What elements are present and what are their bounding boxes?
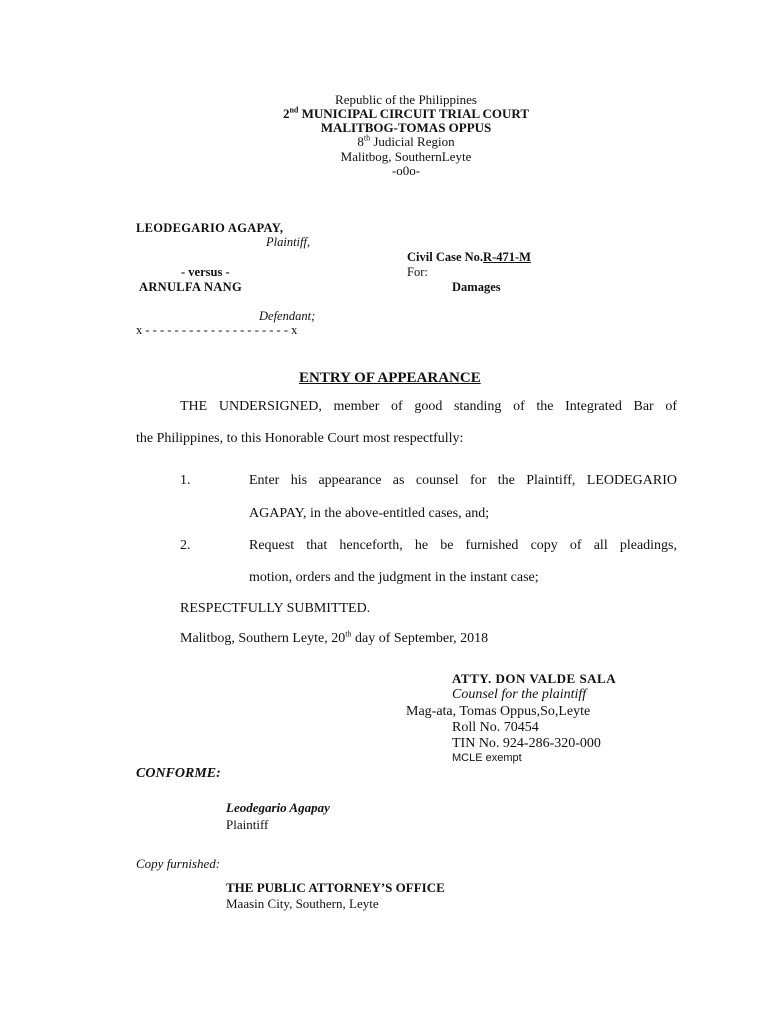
signatory-name: ATTY. DON VALDE SALA xyxy=(452,671,617,686)
plaintiff-role: Plaintiff, xyxy=(266,235,311,249)
header-republic: Republic of the Philippines xyxy=(335,92,477,107)
copy-furnished-label: Copy furnished: xyxy=(136,856,221,871)
header-court-sup: nd xyxy=(289,105,299,115)
item-2-line-2: motion, orders and the judgment in the instant case; xyxy=(249,570,539,585)
plaintiff-name: LEODEGARIO AGAPAY, xyxy=(136,221,284,235)
intro-line-2: the Philippines, to this Honorable Court most respectfully: xyxy=(136,431,464,446)
signatory-roll: Roll No. 70454 xyxy=(452,720,539,735)
signatory-role: Counsel for the plaintiff xyxy=(452,687,587,702)
signatory-address: Mag-ata, Tomas Oppus,So,Leyte xyxy=(406,704,591,719)
header-region-sup: th xyxy=(363,133,371,143)
intro-line-1: THE UNDERSIGNED, member of good standing of the Integrated Bar of xyxy=(180,399,677,414)
header-court xyxy=(0,107,768,121)
defendant-name: ARNULFA NANG xyxy=(139,280,243,294)
versus-label: - versus - xyxy=(181,265,230,279)
conforme-label: CONFORME: xyxy=(136,766,221,781)
header-court-rest: MUNICIPAL CIRCUIT TRIAL COURT xyxy=(298,106,530,121)
header-court-num: 2 xyxy=(282,106,290,121)
item-1-number: 1. xyxy=(180,473,191,488)
case-label: Civil Case No. xyxy=(407,250,484,264)
date-prefix: Malitbog, Southern Leyte, 20 xyxy=(180,631,346,646)
for-value: Damages xyxy=(452,280,501,294)
conforme-name: Leodegario Agapay xyxy=(226,800,330,815)
date-line xyxy=(180,631,488,648)
copy-office: THE PUBLIC ATTORNEY’S OFFICE xyxy=(226,880,445,895)
date-rest: day of September, 2018 xyxy=(351,631,489,646)
item-2-line-1: Request that henceforth, he be furnished copy of all pleadings, xyxy=(249,538,677,553)
case-number xyxy=(407,250,531,265)
header-region-rest: Judicial Region xyxy=(370,134,455,149)
closing-statement: RESPECTFULLY SUBMITTED. xyxy=(180,601,371,616)
signatory-tin: TIN No. 924-286-320-000 xyxy=(452,736,601,751)
header-region-num: 8 xyxy=(357,134,364,149)
copy-address: Maasin City, Southern, Leyte xyxy=(226,896,379,911)
header-region xyxy=(0,135,768,149)
header-divider: -o0o- xyxy=(391,163,421,178)
date-sup: th xyxy=(345,629,352,639)
defendant-role: Defendant; xyxy=(259,309,316,323)
signatory-mcle: MCLE exempt xyxy=(452,752,522,764)
item-1-line-1: Enter his appearance as counsel for the Plaintiff, LEODEGARIO xyxy=(249,473,677,488)
header-municipality: MALITBOG-TOMAS OPPUS xyxy=(320,120,492,135)
document-title: ENTRY OF APPEARANCE xyxy=(299,370,481,386)
item-1-line-2: AGAPAY, in the above-entitled cases, and; xyxy=(249,506,490,521)
header-location: Malitbog, SouthernLeyte xyxy=(340,149,472,164)
conforme-role: Plaintiff xyxy=(226,817,269,832)
item-2-number: 2. xyxy=(180,538,191,553)
caption-separator: x - - - - - - - - - - - - - - - - - - - - x xyxy=(136,323,298,337)
case-number-value: R-471-M xyxy=(483,250,531,264)
for-label: For: xyxy=(407,265,428,279)
